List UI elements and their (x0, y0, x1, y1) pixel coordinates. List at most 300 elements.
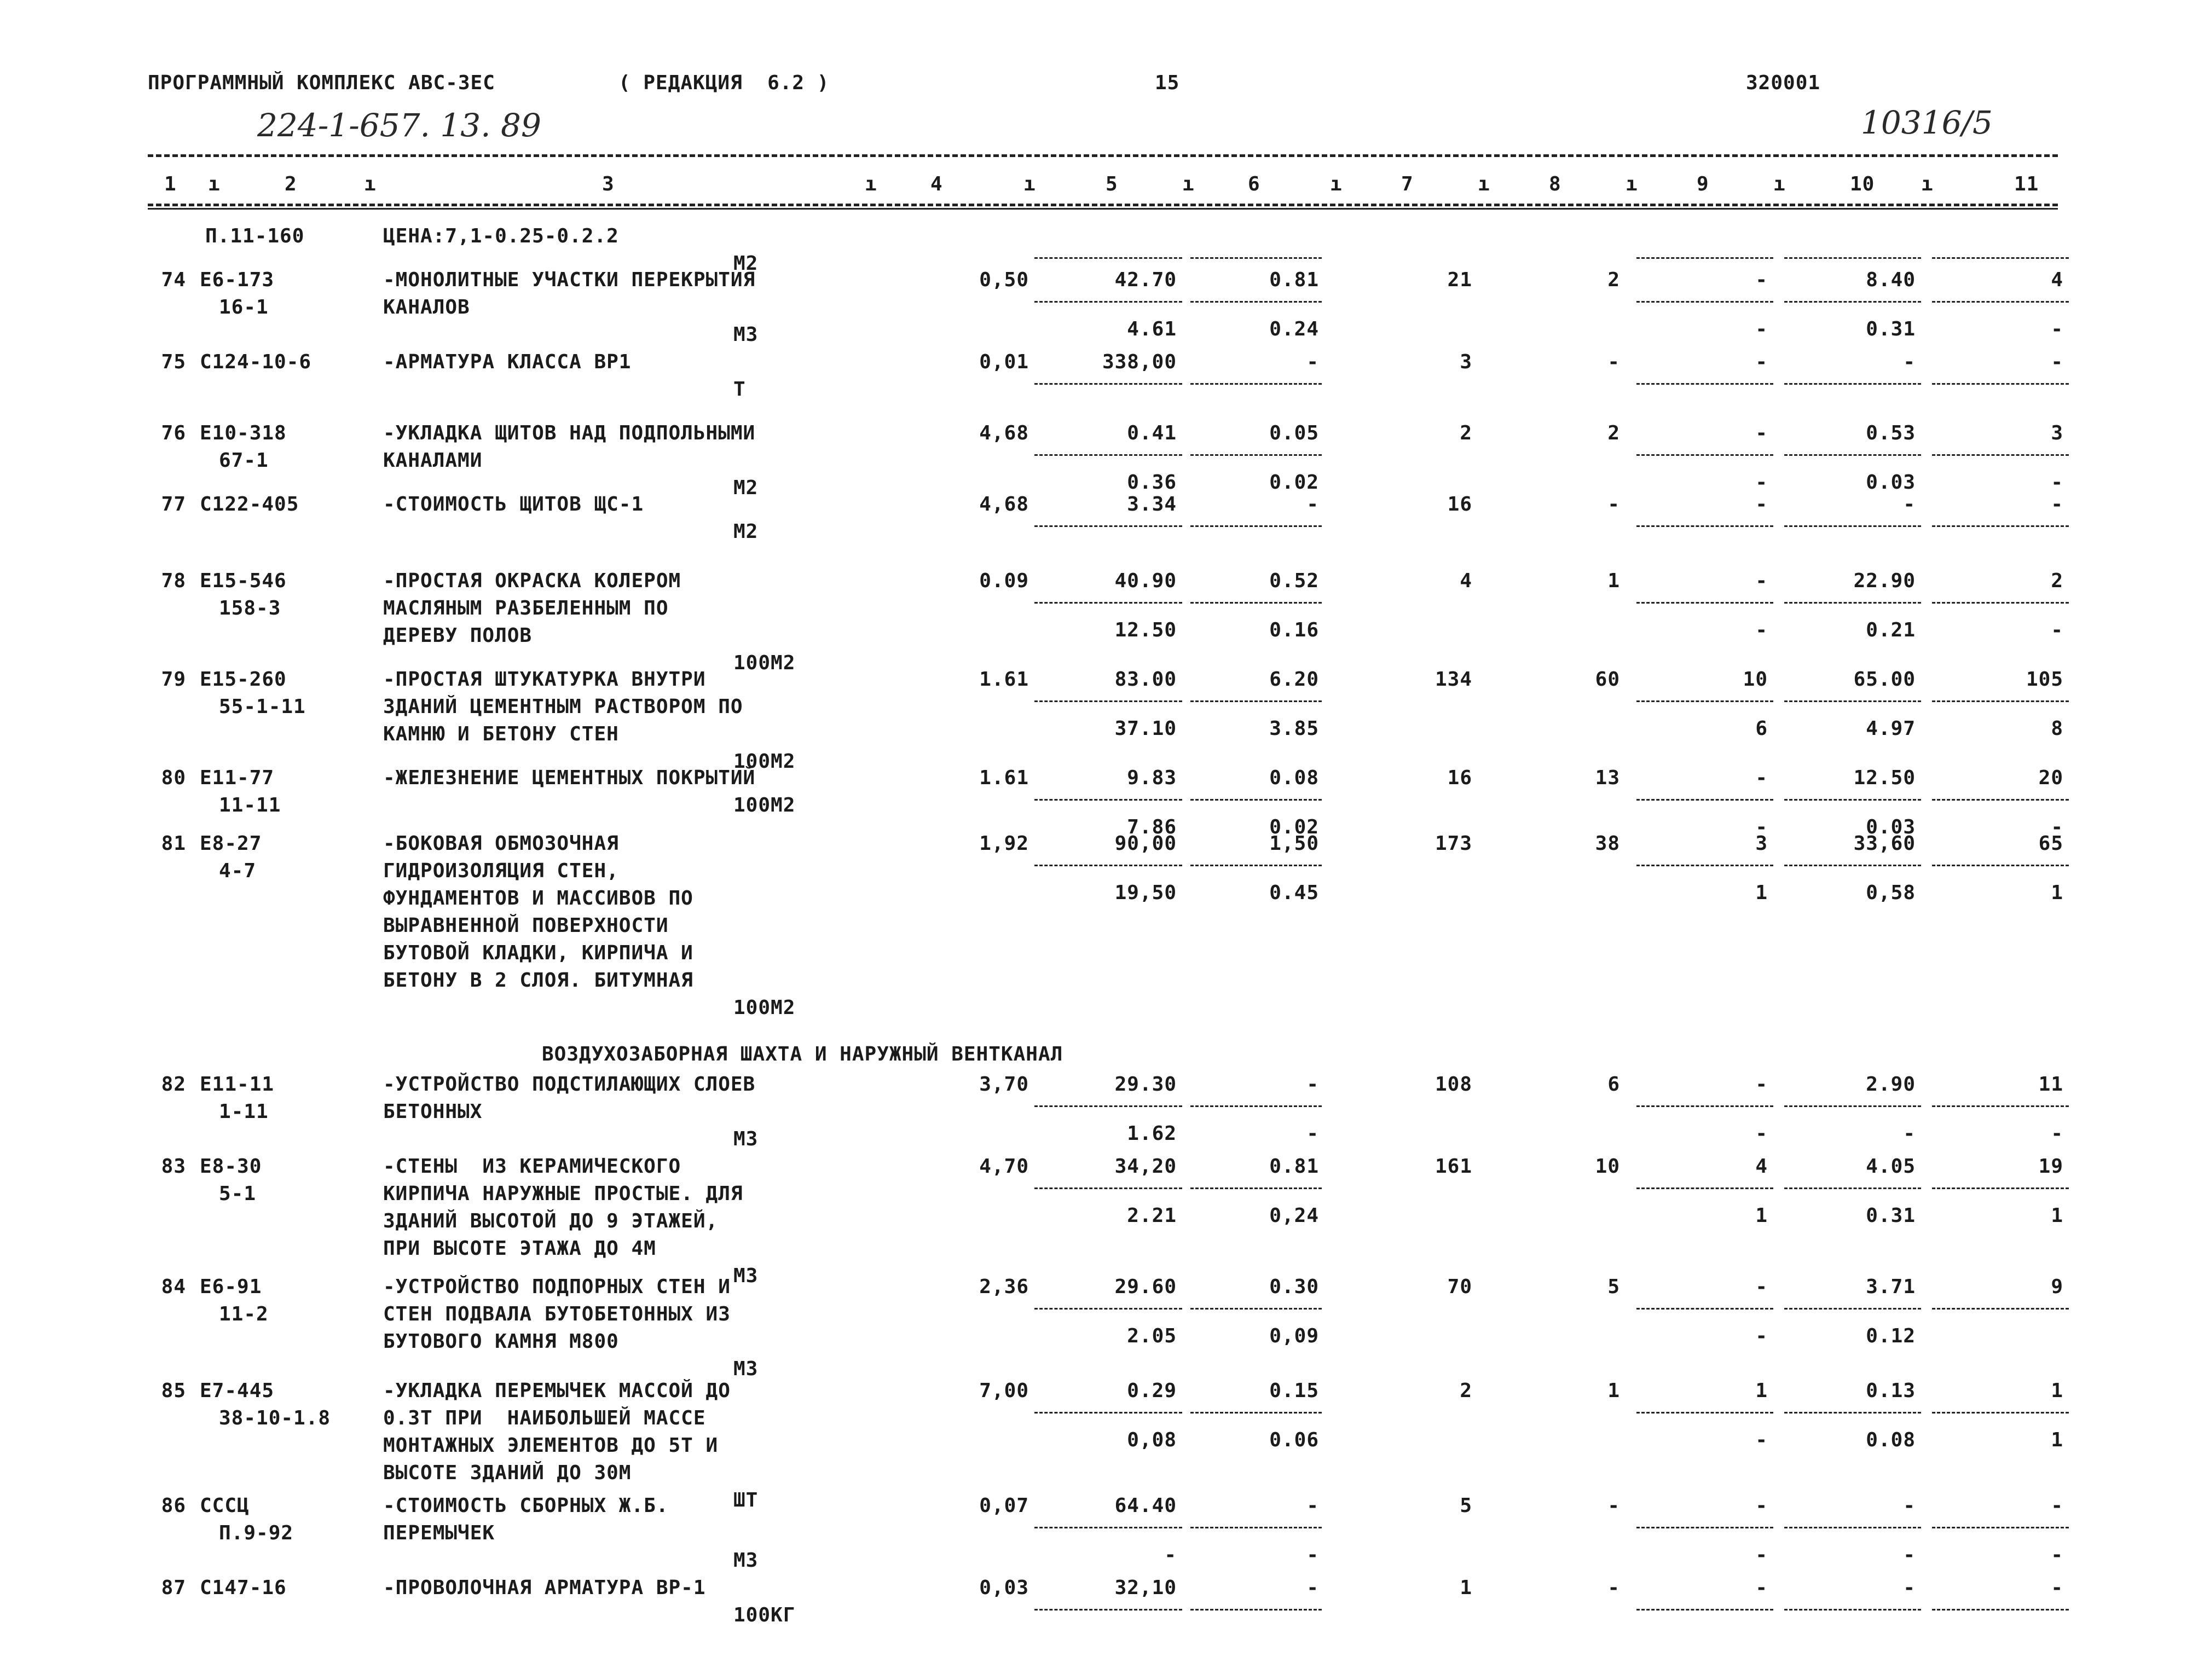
cell-underline (1784, 700, 1921, 702)
cell-c10: 4.05 (1866, 1155, 1916, 1178)
cell-c7: 5 (1460, 1494, 1472, 1517)
row-description: -УКЛАДКА ЩИТОВ НАД ПОДПОЛЬНЫМИ (383, 422, 756, 444)
cell-underline (1636, 1187, 1773, 1189)
row-number: 85 (161, 1380, 186, 1402)
cell-c11: 19 (2038, 1155, 2063, 1178)
cell-qty: 1.61 (979, 767, 1029, 789)
cell-c10b: 0.31 (1866, 1204, 1916, 1227)
row-number: 80 (161, 767, 186, 789)
row-description: -БОКОВАЯ ОБМОЗОЧНАЯ (383, 832, 619, 855)
cell-c6b: 0.06 (1269, 1429, 1319, 1451)
row-code: СССЦ (200, 1494, 250, 1517)
row-code: П.9-92 (219, 1522, 294, 1544)
cell-c7: 70 (1447, 1276, 1472, 1298)
cell-c5b: 12.50 (1114, 619, 1177, 641)
cell-c9: - (1755, 1494, 1768, 1517)
row-code: 4-7 (219, 860, 257, 882)
cell-underline (1636, 525, 1773, 527)
cell-c5: 0.29 (1127, 1380, 1177, 1402)
row-code: Е11-77 (200, 767, 275, 789)
cell-underline (1932, 1308, 2069, 1310)
cell-c8: - (1607, 1577, 1620, 1599)
cell-c6: 0.81 (1269, 269, 1319, 291)
cell-c10: 12.50 (1853, 767, 1916, 789)
cell-c5b: - (1164, 1544, 1177, 1566)
cell-qty: 0,01 (979, 351, 1029, 373)
cell-c7: 1 (1460, 1577, 1472, 1599)
cell-underline (1636, 1412, 1773, 1413)
cell-c11: 1 (2051, 1380, 2063, 1402)
cell-c10: 33,60 (1853, 832, 1916, 855)
cell-underline (1784, 1308, 1921, 1310)
cell-c9: - (1755, 767, 1768, 789)
column-separator: ı (1478, 173, 1490, 195)
cell-c10: 2.90 (1866, 1073, 1916, 1096)
row-unit: М2 (733, 520, 759, 543)
cell-qty: 7,00 (979, 1380, 1029, 1402)
cell-underline (1784, 1187, 1921, 1189)
cell-c11: - (2051, 1494, 2063, 1517)
row-unit: 100М2 (733, 652, 796, 674)
cell-c8: 1 (1607, 570, 1620, 592)
cell-c9: 10 (1743, 668, 1768, 691)
column-header-8: 8 (1549, 173, 1561, 195)
cell-c9b: - (1755, 1325, 1768, 1347)
cell-underline (1784, 257, 1921, 259)
cell-c7: 2 (1460, 1380, 1472, 1402)
row-unit: Т (733, 378, 746, 401)
row-description: -ЖЕЛЕЗНЕНИЕ ЦЕМЕНТНЫХ ПОКРЫТИЙ (383, 767, 756, 789)
cell-underline (1636, 301, 1773, 303)
cell-c11: - (2051, 493, 2063, 515)
cell-underline (1190, 1105, 1322, 1107)
cell-underline (1190, 799, 1322, 801)
row-code: Е11-11 (200, 1073, 275, 1096)
cell-underline (1636, 1105, 1773, 1107)
row-number: 74 (161, 269, 186, 291)
cell-c11b: 1 (2051, 1204, 2063, 1227)
cell-c9: - (1755, 493, 1768, 515)
cell-c11b: 1 (2051, 882, 2063, 904)
cell-c11: 65 (2038, 832, 2063, 855)
cell-c6: - (1306, 1073, 1319, 1096)
cell-c5: 3.34 (1127, 493, 1177, 515)
row-code: С124-10-6 (200, 351, 312, 373)
cell-qty: 2,36 (979, 1276, 1029, 1298)
cell-underline (1190, 301, 1322, 303)
row-code: 1-11 (219, 1100, 269, 1123)
row-description: -СТЕНЫ ИЗ КЕРАМИЧЕСКОГО (383, 1155, 681, 1178)
cell-underline (1784, 383, 1921, 385)
row-description: ПЕРЕМЫЧЕК (383, 1522, 495, 1544)
cell-c5b: 2.05 (1127, 1325, 1177, 1347)
cell-qty: 4,68 (979, 493, 1029, 515)
program-title: ПРОГРАММНЫЙ КОМПЛЕКС АВС-3ЕС (148, 72, 495, 94)
cell-underline (1932, 301, 2069, 303)
cell-underline (1190, 700, 1322, 702)
cell-underline (1784, 1609, 1921, 1611)
row-description: КИРПИЧА НАРУЖНЫЕ ПРОСТЫЕ. ДЛЯ (383, 1183, 743, 1205)
cell-underline (1190, 383, 1322, 385)
cell-c7: 108 (1435, 1073, 1472, 1096)
cell-c10b: 0.12 (1866, 1325, 1916, 1347)
cell-c9: - (1755, 1276, 1768, 1298)
cell-c6b: 0.45 (1269, 882, 1319, 904)
cell-c7: 16 (1447, 493, 1472, 515)
cell-c9b: - (1755, 1429, 1768, 1451)
cell-c6: - (1306, 351, 1319, 373)
cell-c6: 0.30 (1269, 1276, 1319, 1298)
cell-c5: 338,00 (1102, 351, 1177, 373)
row-description: -ПРОВОЛОЧНАЯ АРМАТУРА ВР-1 (383, 1577, 706, 1599)
row-unit: М3 (733, 1265, 759, 1287)
cell-c5b: 7.86 (1127, 816, 1177, 838)
edition-label: ( РЕДАКЦИЯ 6.2 ) (618, 72, 830, 94)
column-separator: ı (1921, 173, 1934, 195)
cell-c7: 4 (1460, 570, 1472, 592)
row-description: КАНАЛАМИ (383, 449, 483, 472)
row-description: -УСТРОЙСТВО ПОДПОРНЫХ СТЕН И (383, 1276, 731, 1298)
row-unit: 100М2 (733, 997, 796, 1019)
cell-underline (1784, 799, 1921, 801)
cell-qty: 0,03 (979, 1577, 1029, 1599)
cell-underline (1932, 700, 2069, 702)
row-description: БЕТОНУ В 2 СЛОЯ. БИТУМНАЯ (383, 969, 693, 992)
cell-c9: - (1755, 570, 1768, 592)
row-code: Е6-91 (200, 1276, 262, 1298)
row-unit: 100М2 (733, 794, 796, 816)
cell-c5b: 1.62 (1127, 1122, 1177, 1145)
row-description: БУТОВОГО КАМНЯ М800 (383, 1330, 619, 1353)
cell-c11: 11 (2038, 1073, 2063, 1096)
cell-qty: 4,68 (979, 422, 1029, 444)
cell-c10: 3.71 (1866, 1276, 1916, 1298)
cell-c8: 2 (1607, 269, 1620, 291)
cell-c10b: - (1903, 1122, 1916, 1145)
row-code: П.11-160 (205, 225, 305, 247)
column-header-2: 2 (285, 173, 297, 195)
cell-c10: 8.40 (1866, 269, 1916, 291)
cell-underline (1034, 454, 1182, 456)
cell-c5b: 0,08 (1127, 1429, 1177, 1451)
cell-c8: - (1607, 1494, 1620, 1517)
cell-underline (1636, 383, 1773, 385)
row-description: ФУНДАМЕНТОВ И МАССИВОВ ПО (383, 887, 693, 909)
cell-underline (1784, 602, 1921, 604)
row-description: -СТОИМОСТЬ ЩИТОВ ЩС-1 (383, 493, 644, 515)
rule-header-bottom-2 (148, 208, 2058, 210)
cell-c5: 90,00 (1114, 832, 1177, 855)
cell-c11: 4 (2051, 269, 2063, 291)
row-description: ЗДАНИЙ ЦЕМЕНТНЫМ РАСТВОРОМ ПО (383, 696, 743, 718)
column-header-9: 9 (1697, 173, 1709, 195)
cell-qty: 1.61 (979, 668, 1029, 691)
cell-c8: 60 (1595, 668, 1620, 691)
cell-c10: - (1903, 1577, 1916, 1599)
cell-c10: - (1903, 351, 1916, 373)
cell-c5: 29.30 (1114, 1073, 1177, 1096)
column-separator: ı (208, 173, 221, 195)
column-separator: ı (364, 173, 377, 195)
row-unit: М3 (733, 323, 759, 346)
row-description: ЗДАНИЙ ВЫСОТОЙ ДО 9 ЭТАЖЕЙ, (383, 1210, 719, 1232)
cell-underline (1636, 454, 1773, 456)
row-unit: М2 (733, 252, 759, 275)
cell-c5: 9.83 (1127, 767, 1177, 789)
row-description: БЕТОННЫХ (383, 1100, 483, 1123)
cell-qty: 4,70 (979, 1155, 1029, 1178)
column-header-11: 11 (2014, 173, 2039, 195)
cell-c7: 2 (1460, 422, 1472, 444)
cell-underline (1034, 525, 1182, 527)
cell-underline (1784, 454, 1921, 456)
cell-c10b: 4.97 (1866, 717, 1916, 740)
row-description: ВЫСОТЕ ЗДАНИЙ ДО 30М (383, 1462, 632, 1484)
row-unit: М2 (733, 477, 759, 499)
row-number: 81 (161, 832, 186, 855)
cell-c10b: 0.08 (1866, 1429, 1916, 1451)
cell-c5: 0.41 (1127, 422, 1177, 444)
cell-c9: - (1755, 351, 1768, 373)
cell-c9b: 6 (1755, 717, 1768, 740)
cell-underline (1034, 1527, 1182, 1528)
section-title: ВОЗДУХОЗАБОРНАЯ ШАХТА И НАРУЖНЫЙ ВЕНТКАНАЛ (542, 1043, 1063, 1065)
cell-c9b: - (1755, 318, 1768, 340)
row-description: -УСТРОЙСТВО ПОДСТИЛАЮЩИХ СЛОЕВ (383, 1073, 756, 1096)
cell-underline (1636, 1308, 1773, 1310)
cell-underline (1932, 257, 2069, 259)
cell-underline (1190, 257, 1322, 259)
cell-c6b: 0.24 (1269, 318, 1319, 340)
row-code: 11-11 (219, 794, 281, 816)
row-number: 78 (161, 570, 186, 592)
cell-c5: 40.90 (1114, 570, 1177, 592)
row-description: 0.3Т ПРИ НАИБОЛЬШЕЙ МАССЕ (383, 1407, 706, 1429)
row-code: Е15-546 (200, 570, 287, 592)
cell-underline (1784, 525, 1921, 527)
cell-underline (1932, 1187, 2069, 1189)
cell-c6b: - (1306, 1544, 1319, 1566)
cell-qty: 0,50 (979, 269, 1029, 291)
cell-underline (1190, 865, 1322, 866)
cell-c9b: 1 (1755, 882, 1768, 904)
cell-c6: 0.05 (1269, 422, 1319, 444)
row-code: 38-10-1.8 (219, 1407, 331, 1429)
row-description: ПРИ ВЫСОТЕ ЭТАЖА ДО 4М (383, 1237, 656, 1260)
cell-c5: 83.00 (1114, 668, 1177, 691)
cell-c6: - (1306, 493, 1319, 515)
column-header-5: 5 (1106, 173, 1118, 195)
cell-c10: 65.00 (1853, 668, 1916, 691)
cell-underline (1034, 1187, 1182, 1189)
cell-c11b: - (2051, 318, 2063, 340)
cell-c9b: 1 (1755, 1204, 1768, 1227)
cell-underline (1636, 1527, 1773, 1528)
row-code: С122-405 (200, 493, 299, 515)
cell-underline (1636, 1609, 1773, 1611)
column-separator: ı (865, 173, 877, 195)
cell-c8: 2 (1607, 422, 1620, 444)
row-unit: ШТ (733, 1489, 759, 1511)
row-code: Е6-173 (200, 269, 275, 291)
cell-underline (1190, 454, 1322, 456)
cell-c5: 64.40 (1114, 1494, 1177, 1517)
rule-top (148, 154, 2058, 157)
cell-c5: 42.70 (1114, 269, 1177, 291)
row-description: БУТОВОЙ КЛАДКИ, КИРПИЧА И (383, 942, 693, 964)
cell-underline (1784, 1527, 1921, 1528)
cell-c6b: 0,09 (1269, 1325, 1319, 1347)
row-code: 67-1 (219, 449, 269, 472)
cell-c10b: 0.31 (1866, 318, 1916, 340)
cell-qty: 0,07 (979, 1494, 1029, 1517)
cell-underline (1190, 1187, 1322, 1189)
cell-c8: 13 (1595, 767, 1620, 789)
row-number: 82 (161, 1073, 186, 1096)
cell-underline (1784, 301, 1921, 303)
cell-c8: - (1607, 351, 1620, 373)
cell-c10b: - (1903, 1544, 1916, 1566)
cell-c11: 20 (2038, 767, 2063, 789)
cell-c10b: 0.03 (1866, 816, 1916, 838)
column-header-4: 4 (930, 173, 943, 195)
cell-c9b: - (1755, 816, 1768, 838)
cell-c9: 1 (1755, 1380, 1768, 1402)
cell-underline (1034, 1412, 1182, 1413)
cell-underline (1190, 525, 1322, 527)
cell-c11: - (2051, 1577, 2063, 1599)
cell-underline (1190, 1412, 1322, 1413)
cell-underline (1932, 525, 2069, 527)
cell-c8: 6 (1607, 1073, 1620, 1096)
row-description: ДЕРЕВУ ПОЛОВ (383, 624, 533, 647)
cell-underline (1932, 602, 2069, 604)
cell-c9b: - (1755, 471, 1768, 494)
cell-c6b: 0,24 (1269, 1204, 1319, 1227)
cell-c6: 0.08 (1269, 767, 1319, 789)
cell-c5b: 2.21 (1127, 1204, 1177, 1227)
row-number: 83 (161, 1155, 186, 1178)
row-description: ГИДРОИЗОЛЯЦИЯ СТЕН, (383, 860, 619, 882)
row-code: 55-1-11 (219, 696, 306, 718)
column-header-6: 6 (1248, 173, 1260, 195)
cell-underline (1932, 383, 2069, 385)
cell-c5: 34,20 (1114, 1155, 1177, 1178)
column-separator: ı (1182, 173, 1195, 195)
cell-underline (1932, 454, 2069, 456)
row-description: МАСЛЯНЫМ РАЗБЕЛЕННЫМ ПО (383, 597, 669, 619)
row-description: СТЕН ПОДВАЛА БУТОБЕТОННЫХ ИЗ (383, 1303, 731, 1325)
cell-qty: 0.09 (979, 570, 1029, 592)
page-number: 15 (1155, 72, 1180, 94)
cell-underline (1034, 1609, 1182, 1611)
cell-c10: 0.13 (1866, 1380, 1916, 1402)
cell-c6b: 3.85 (1269, 717, 1319, 740)
row-unit: 100М2 (733, 750, 796, 773)
cell-underline (1932, 799, 2069, 801)
row-code: 11-2 (219, 1303, 269, 1325)
cell-underline (1190, 602, 1322, 604)
column-header-7: 7 (1401, 173, 1414, 195)
cell-c10: - (1903, 1494, 1916, 1517)
column-separator: ı (1023, 173, 1036, 195)
cell-c10b: 0.21 (1866, 619, 1916, 641)
cell-c9: 3 (1755, 832, 1768, 855)
column-separator: ı (1773, 173, 1786, 195)
cell-c11: 3 (2051, 422, 2063, 444)
cell-underline (1034, 1105, 1182, 1107)
cell-c9: - (1755, 1577, 1768, 1599)
row-unit: М3 (733, 1549, 759, 1572)
cell-c9: - (1755, 269, 1768, 291)
cell-c9b: - (1755, 1122, 1768, 1145)
cell-c9: - (1755, 1073, 1768, 1096)
row-description: -УКЛАДКА ПЕРЕМЫЧЕК МАССОЙ ДО (383, 1380, 731, 1402)
row-code: Е10-318 (200, 422, 287, 444)
row-number: 75 (161, 351, 186, 373)
cell-c6b: 0.02 (1269, 816, 1319, 838)
cell-c11b: - (2051, 619, 2063, 641)
cell-c5b: 4.61 (1127, 318, 1177, 340)
row-number: 87 (161, 1577, 186, 1599)
rule-header-bottom (148, 204, 2058, 206)
cell-c11: - (2051, 351, 2063, 373)
row-code: 5-1 (219, 1183, 257, 1205)
cell-c6: 0.52 (1269, 570, 1319, 592)
cell-c9: - (1755, 422, 1768, 444)
row-description: КАМНЮ И БЕТОНУ СТЕН (383, 723, 619, 745)
row-description: -МОНОЛИТНЫЕ УЧАСТКИ ПЕРЕКРЫТИЯ (383, 269, 756, 291)
cell-underline (1636, 700, 1773, 702)
row-code: Е8-27 (200, 832, 262, 855)
cell-underline (1034, 700, 1182, 702)
row-code: Е8-30 (200, 1155, 262, 1178)
cell-c7: 21 (1447, 269, 1472, 291)
cell-c11: 105 (2026, 668, 2063, 691)
cell-c11b: 1 (2051, 1429, 2063, 1451)
cell-c11b: 8 (2051, 717, 2063, 740)
cell-underline (1034, 1308, 1182, 1310)
row-unit: М3 (733, 1358, 759, 1380)
cell-c5b: 19,50 (1114, 882, 1177, 904)
cell-c8: 1 (1607, 1380, 1620, 1402)
column-separator: ı (1626, 173, 1638, 195)
cell-underline (1636, 602, 1773, 604)
cell-c8: 10 (1595, 1155, 1620, 1178)
cell-underline (1034, 301, 1182, 303)
row-description: КАНАЛОВ (383, 296, 470, 318)
row-description: -СТОИМОСТЬ СБОРНЫХ Ж.Б. (383, 1494, 669, 1517)
handwritten-project-number: 224-1-657. 13. 89 (257, 107, 541, 144)
cell-underline (1190, 1527, 1322, 1528)
cell-underline (1034, 799, 1182, 801)
cell-c6: - (1306, 1494, 1319, 1517)
cell-c10: 0.53 (1866, 422, 1916, 444)
cell-underline (1784, 1412, 1921, 1413)
cell-c11: 2 (2051, 570, 2063, 592)
cell-c7: 173 (1435, 832, 1472, 855)
cell-c5b: 37.10 (1114, 717, 1177, 740)
document-code: 320001 (1746, 72, 1821, 94)
row-number: 86 (161, 1494, 186, 1517)
row-number: 76 (161, 422, 186, 444)
row-description: ВЫРАВНЕННОЙ ПОВЕРХНОСТИ (383, 914, 669, 937)
row-number: 79 (161, 668, 186, 691)
column-header-10: 10 (1850, 173, 1875, 195)
cell-c10b: 0.03 (1866, 471, 1916, 494)
cell-c11b: - (2051, 1544, 2063, 1566)
row-description: ЦЕНА:7,1-0.25-0.2.2 (383, 225, 619, 247)
